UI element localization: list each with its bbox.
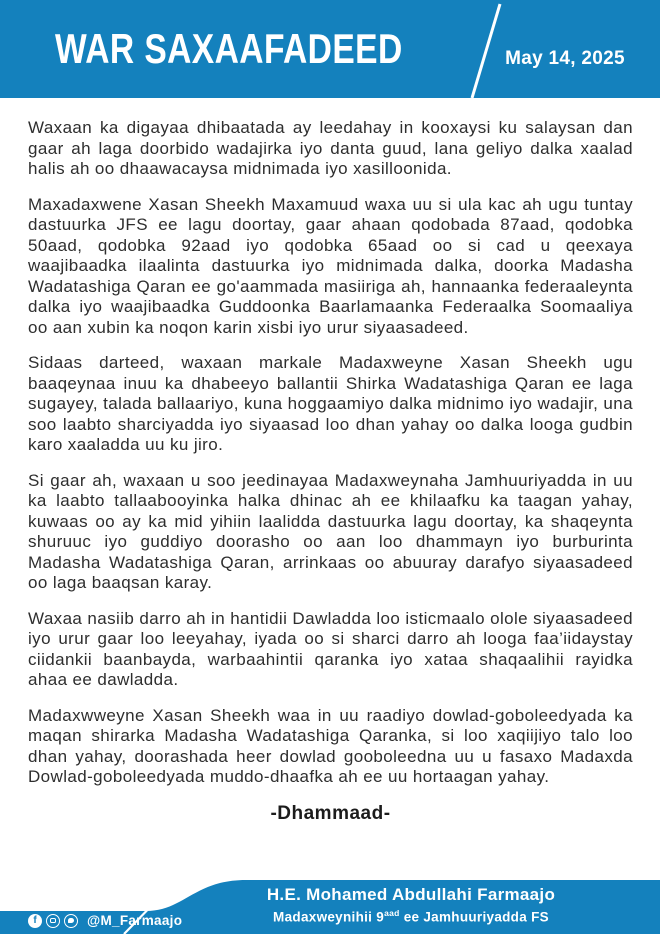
paragraph-4: Si gaar ah, waxaan u soo jeedinayaa Madaxweynaha Jamhuuriyadda in uu ka laabto tallaabooyinka halka dhinac ah ee khilaafku ka taagan yahay, kuwaas oo ay ka mid yihiin laalidda dastuurka lagu doortay, ka shaqeynta shuruuc iyo guddiyo doorasho oo aan loo dhammayn iyo burburinta Madasha Wadatashiga Qaran, arrinkaas oo abuuray darafyo siyaasadeed oo laga baaqsan karay. xyxy=(28,470,633,592)
paragraph-3: Sidaas darteed, waxaan markale Madaxweyne Xasan Sheekh ugu baaqeynaa inuu ka dhabeeyo ballantii Shirka Wadatashiga Qaran ee laga sugayey, talada ballaariyo, kuna hoggaamiyo dalka midnimo iyo wadajir, una soo laabto sharciyadda iyo siyaasad loo dhan yahay oo dalka looga gudbin karo xaaladda uu ku jiro. xyxy=(28,353,633,454)
paragraph-1: Waxaan ka digayaa dhibaatada ay leedahay in kooxaysi ku salaysan dan gaar ah laga doorbido wadajirka iyo danta guud, lana geliyo dalka xaalad halis ah oo dhaawacaysa midnimada iyo xasilloonida. xyxy=(28,118,633,178)
facebook-icon[interactable]: f xyxy=(28,914,42,928)
official-name: H.E. Mohamed Abdullahi Farmaajo xyxy=(266,885,556,904)
social-handle[interactable]: @M_Farmaajo xyxy=(87,913,183,928)
twitter-icon[interactable] xyxy=(64,914,78,928)
paragraph-6: Madaxwweyne Xasan Sheekh waa in uu raadiyo dowlad-goboleedyada ka maqan shirarka Madasha Wadatashiga Qaranka, si loo xaqiijiyo talo loo dhan yahay, doorashada heer dowlad gooboleedna uu u fasaxo Madaxda Dowlad-goboleedyada muddo-dhaafka ah ee uu hortaagan yahay. xyxy=(28,705,633,786)
role-ordinal-suffix: aad xyxy=(384,908,400,918)
date-label: May 14, 2025 xyxy=(505,48,625,69)
end-marker: -Dhammaad- xyxy=(270,802,391,824)
header-banner xyxy=(0,0,660,98)
signature-block xyxy=(170,885,652,925)
paragraph-5: Waxaa nasiib darro ah in hantidii Dawladda loo isticmaalo olole siyaasadeed iyo urur gaar loo leeyahay, iyada oo si sharci darro ah looga faa’iidaystay ciidankii baanbayda, warbaahintii qaranka iyo xataa shaqaalihii rayidka ahaa ee dawladda. xyxy=(28,608,633,689)
page-title: WAR SAXAAFADEED xyxy=(55,25,403,72)
paragraph-2: Maxadaxwene Xasan Sheekh Maxamuud waxa uu si ula kac ah ugu tuntay dastuurka JFS ee lagu doortay, gaar ahaan qodobada 87aad, qodobka 50aad, qodobka 92aad iyo qodobka 65aad oo si cad u qeexaya waajibaadka ilaalinta dastuurka iyo midnimada dalka, doorka Madasha Wadatashiga Qaran ee go'aammada masiiriga ah, hannaanka federaaleynta dalka iyo waajibaadka Guddoonka Baarlamaanka Federaalka Soomaaliya oo aan xubin ka noqon karin xisbi iyo urur siyaasadeed. xyxy=(28,194,633,337)
role-prefix: Madaxweynihii 9 xyxy=(273,909,385,925)
press-release-body xyxy=(0,98,660,870)
social-links xyxy=(28,913,182,928)
role-suffix: ee Jamhuuriyadda FS xyxy=(399,909,549,925)
official-role xyxy=(170,908,652,925)
instagram-icon[interactable] xyxy=(46,914,60,928)
footer-banner xyxy=(0,870,660,934)
